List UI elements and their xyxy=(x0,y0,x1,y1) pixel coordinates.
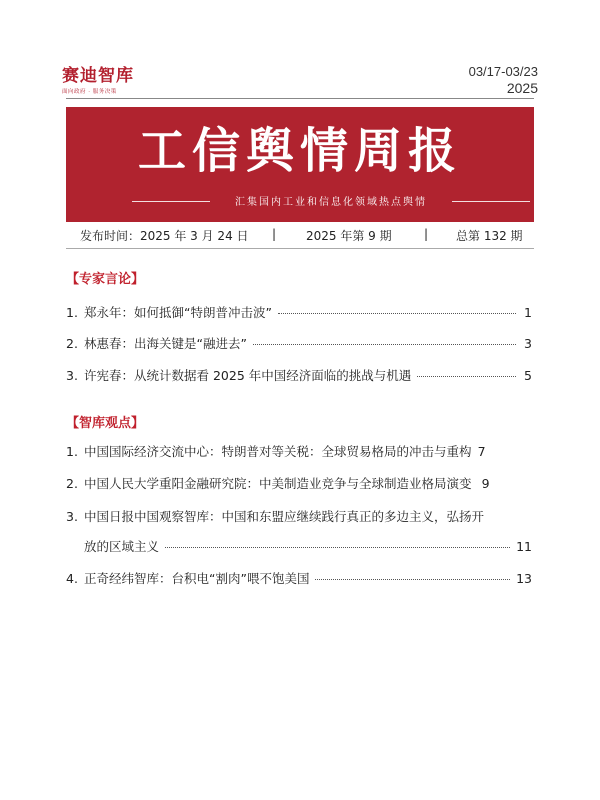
issue-number: 2025 年第 9 期 xyxy=(306,229,392,243)
date-range: 03/17-03/23 xyxy=(468,64,538,79)
banner-subtitle: 汇集国内工业和信息化领域热点舆情 xyxy=(235,197,427,208)
toc-item[interactable] xyxy=(66,507,484,525)
toc-item-title: 中国国际经济交流中心：特朗普对等关税：全球贸易格局的冲击与重构 xyxy=(84,444,472,459)
toc-item-title: 林惠春：出海关键是“融进去” xyxy=(84,336,247,351)
toc-item-title: 许宪春：从统计数据看 2025 年中国经济面临的挑战与机遇 xyxy=(84,368,412,383)
toc-item-number: 4. xyxy=(66,571,78,586)
logo xyxy=(62,66,134,95)
toc-item[interactable] xyxy=(66,303,532,321)
toc-item-page: 13 xyxy=(516,571,532,586)
toc-item-page: 3 xyxy=(524,336,532,351)
total-issue-number: 总第 132 期 xyxy=(456,229,523,243)
toc-item-page: 5 xyxy=(524,368,532,383)
toc-leader-dots xyxy=(315,579,510,580)
meta-divider xyxy=(66,248,534,249)
toc-item-page: 7 xyxy=(477,444,486,459)
toc-item-continued[interactable] xyxy=(84,537,532,555)
toc-leader-dots xyxy=(278,313,516,314)
toc-item-page: 11 xyxy=(516,539,532,554)
toc-item-page: 1 xyxy=(524,305,532,320)
toc-item-title-continued: 放的区域主义 xyxy=(84,539,160,554)
logo-tagline: 面向政府 · 服务决策 xyxy=(62,89,117,95)
toc-item-number: 1. xyxy=(66,305,78,320)
meta-separator: | xyxy=(272,227,277,241)
year: 2025 xyxy=(506,80,538,96)
toc-item-title: 中国日报中国观察智库：中国和东盟应继续践行真正的多边主义，弘扬开 xyxy=(84,509,485,524)
toc-item-number: 2. xyxy=(66,336,78,351)
toc-item-number: 1. xyxy=(66,444,78,459)
header-divider xyxy=(66,98,534,99)
toc-item[interactable] xyxy=(66,442,532,460)
banner-title: 工信舆情周报 xyxy=(137,123,462,179)
toc-item-page: 9 xyxy=(481,476,490,491)
banner-rule-right xyxy=(452,201,530,202)
toc-item[interactable] xyxy=(66,366,532,384)
release-date: 发布时间：2025 年 3 月 24 日 xyxy=(80,229,249,243)
section-title-thinktank: 【智库观点】 xyxy=(66,416,145,431)
meta-separator: | xyxy=(424,227,429,241)
toc-item[interactable] xyxy=(66,569,532,587)
banner-rule-left xyxy=(132,201,210,202)
toc-item-number: 2. xyxy=(66,476,78,491)
toc-leader-dots xyxy=(165,547,510,548)
toc-item-title: 中国人民大学重阳金融研究院：中美制造业竞争与全球制造业格局演变 xyxy=(84,476,472,491)
section-title-expert: 【专家言论】 xyxy=(66,272,145,287)
title-banner xyxy=(66,107,534,222)
toc-item-number: 3. xyxy=(66,368,78,383)
toc-item-title: 郑永年：如何抵御“特朗普冲击波” xyxy=(84,305,272,320)
toc-leader-dots xyxy=(253,344,516,345)
toc-item-number: 3. xyxy=(66,509,78,524)
toc-leader-dots xyxy=(417,376,516,377)
toc-item[interactable] xyxy=(66,334,532,352)
logo-name: 赛迪智库 xyxy=(62,66,134,86)
toc-item-title: 正奇经纬智库：台积电“割肉”喂不饱美国 xyxy=(84,571,310,586)
toc-item[interactable] xyxy=(66,474,532,492)
